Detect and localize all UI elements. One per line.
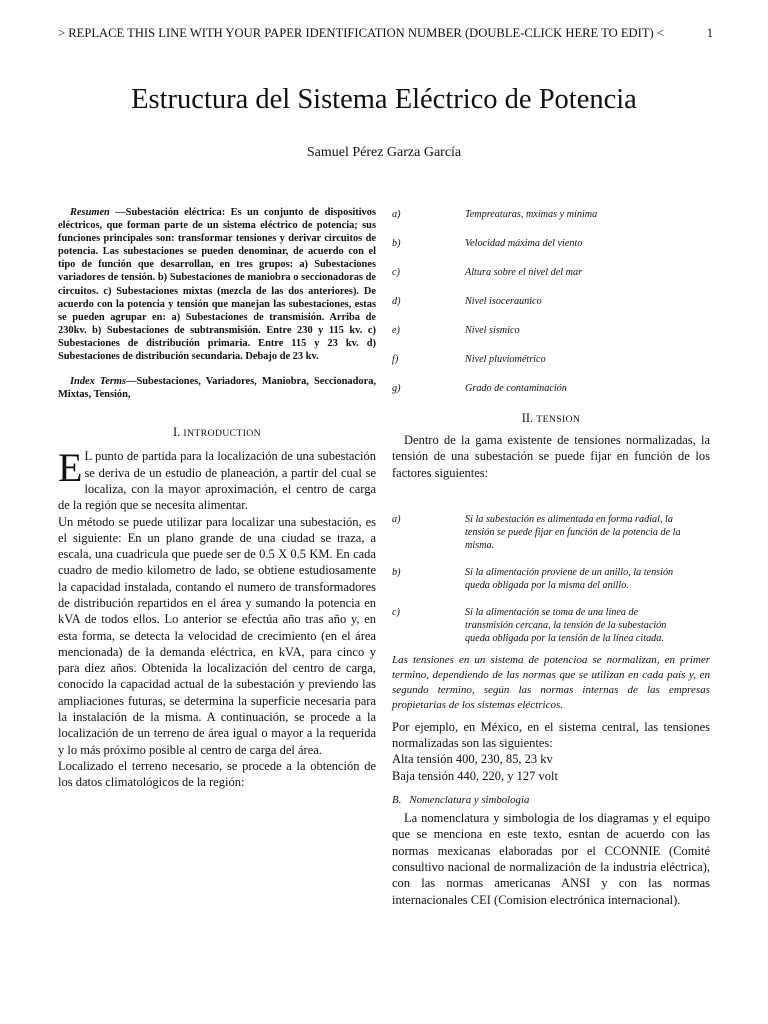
list-item [392,208,710,221]
list-item-key: c) [392,267,400,278]
page-number: 1 [706,26,713,40]
list-item-key: e) [392,325,400,336]
abstract-label: Resumen [70,207,110,218]
tension-italic-paragraph: Las tensiones en un sistema de potencioa se normalizan, en primer termino, dependiendo de las normas que se utilizan en cada país y, en segundo termino, según las normas internas de las empresas propietarias de los sistemas eléctricos. [392,653,710,711]
list-item [392,382,710,395]
list-item [392,606,710,645]
intro-paragraph-1 [58,445,376,513]
index-terms-label: Index Terms [70,376,127,388]
list-item [392,237,710,250]
list-item-key: a) [392,513,401,525]
list-item-text: Nivel isoceraunico [465,296,542,307]
paper-id-line[interactable]: > REPLACE THIS LINE WITH YOUR PAPER IDENTIFICATION NUMBER (DOUBLE-CLICK HERE TO EDIT) < [58,26,664,40]
list-item-key: f) [392,354,399,365]
list-item-key: g) [392,383,401,394]
list-item-text: Grado de contaminación [465,383,567,394]
list-item [392,513,710,552]
left-column [58,206,376,791]
list-item-text: Altura sobre el nivel del mar [465,267,583,278]
section-title: INTRODUCTION [183,428,262,440]
section-number: I. [172,425,184,440]
alta-tension-line: Alta tensión 400, 230, 85, 23 kv [392,752,553,767]
paper-title: Estructura del Sistema Eléctrico de Potencia [131,84,637,115]
list-item-text: Tempreaturas, mximas y mínima [465,209,598,220]
list-item [392,295,710,308]
section-title: TENSION [536,414,581,425]
section-number: II. [521,411,537,425]
abstract [58,206,376,363]
list-item [392,324,710,337]
list-item-text: Velocidad máxima del viento [465,238,583,249]
right-column [392,206,710,908]
list-item-key: b) [392,238,401,249]
section-heading-tension [392,411,710,426]
author-name: Samuel Pérez Garza García [306,145,462,160]
list-item [392,266,710,279]
list-item-text: Si la alimentación se toma de una línea de transmisión cercana, la tensión de la subestación queda obligada por la tensión de la línea citada. [465,606,667,644]
list-item-key: a) [392,209,401,220]
baja-tension-line: Baja tensión 440, 220, y 127 volt [392,768,558,783]
index-terms [58,375,376,401]
list-item-key: b) [392,566,401,578]
list-item [392,566,710,592]
index-terms-text: —Subestaciones, Variadores, Maniobra, Seccionadora, Mixtas, Tensión, [58,376,376,401]
tension-paragraph-2: Por ejemplo, en México, en el sistema central, las tensiones normalizadas son las siguientes: [392,719,710,751]
intro-paragraph-3: Localizado el terreno necesario, se procede a la obtención de los datos climatológicos de la región: [58,758,376,790]
intro-body [58,445,376,790]
list-item-key: c) [392,606,400,618]
list-item-key: d) [392,296,401,307]
list-item [392,353,710,366]
tension-paragraph-1: Dentro de la gama existente de tensiones normalizadas, la tensión de una subestación se puede fijar en función de los factores siguientes: [392,433,710,480]
intro-paragraph-2: Un método se puede utilizar para localizar una subestación, es el siguiente: En un plano grande de una ciudad se traza, a escala, una cuadricula que puede ser de 0.5 X 0.5 KM. En cada cuadro de medio kilometro de lado, se obtiene estudiosamente la capacidad instalada, contando el numero de transformadores de distribución repartidos en el área y sumando la potencia en kVA de todos ellos. Lo anterior se efectúa año tras año y, en esta forma, se detecta la velocidad de crecimiento (en el área mencionada) de la demanda eléctrica, en kVA, para cinco y para diez años. Obtenida la localización del centro de carga, conocido la capacidad actual de la subestación y previendo las ampliaciones futuras, se determina la superficie necesaria para la instalación de la misma. A continuación, se procede a la localización de un terreno de área igual o mayor a la requerida y lo más próximo posible al centro de carga del área. [58,514,376,757]
drop-cap: E [58,445,83,491]
abstract-text: —Subestación eléctrica: Es un conjunto de dispositivos eléctricos, que forman parte de un sistema eléctrico de potencia; sus funciones principales son: transformar tensiones y derivar circuitos de potencia. Las subestaciones se pueden denominar, de acuerdo con el tipo de función que desarrollan, en tres grupos: a) Subestaciones variadores de tensión. b) Subestaciones de maniobra o seccionadoras de circuitos. c) Subestaciones mixtas (mezcla de las dos anteriores). De acuerdo con la potencia y tensión que manejan las subestaciones, estas se pueden agrupar en: a) Subestaciones de transmisión. Arriba de 230kv. b) Subestaciones de subtransmisión. Entre 230 y 115 kv. c) Subestaciones de distribución primaria. Entre 115 y 23 kv. d) Subestaciones de distribución secundaria. Debajo de 23 kv. [58,207,376,363]
page-header [58,26,713,41]
list-item-text: Si la subestación es alimentada en forma radial, la tensión se puede fijar en función de la potencia de la misma. [465,513,681,551]
nomenclatura-paragraph: La nomenclatura y simbologia de los diagramas y el equipo que se menciona en este texto, esntan de acuerdo con las normas mexicanas elaboradas por el CCONNIE (Comité consultivo nacional de normalización de la industria eléctrica), con las normas americanas ANSI y con las normas internacionales CEI (Comision electrónica internacional). [392,811,710,907]
list-item-text: Si la alimentación proviene de un anillo, la tensión queda obligada por la misma del anillo. [465,566,674,591]
list-item-text: Nivel pluviométrico [465,354,546,365]
section-heading-introduction [58,425,376,440]
subsection-heading-nomenclatura: B. Nomenclatura y simbologia [392,794,530,807]
climate-list [392,208,710,395]
list-item-text: Nivel sismico [465,325,520,336]
intro-p1-text: L punto de partida para la localización de una subestación se deriva de un estudio de planeación, a partir del cual se localiza, con la mayor aproximación, el centro de carga de la región que se necesita alimentar. [58,449,376,513]
tension-factor-list [392,513,710,645]
